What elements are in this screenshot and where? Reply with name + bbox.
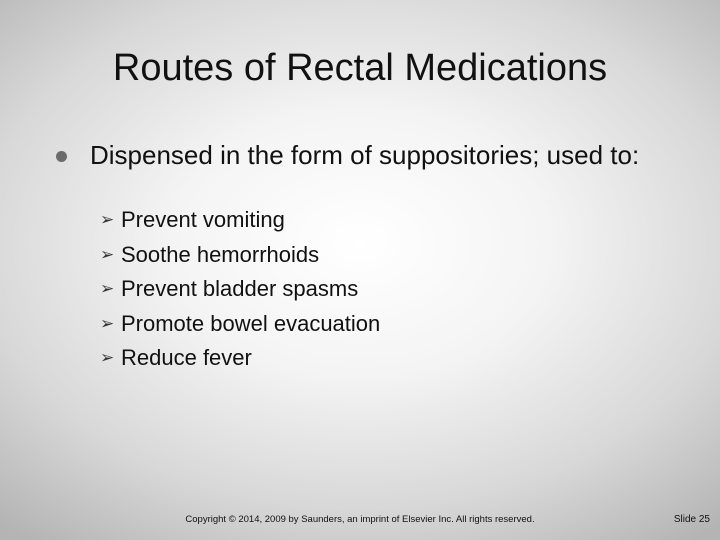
sub-bullet-text: Promote bowel evacuation [121, 310, 381, 336]
arrow-bullet-icon: ➢ [100, 313, 115, 333]
slide-number: Slide 25 [673, 514, 710, 525]
sub-bullet-text: Soothe hemorrhoids [121, 241, 320, 267]
slide-title: Routes of Rectal Medications [112, 47, 608, 89]
sub-bullet-text: Prevent bladder spasms [121, 276, 359, 301]
bullet-dot-icon [56, 151, 67, 162]
footer-copyright: Copyright © 2014, 2009 by Saunders, an imprint of Elsevier Inc. All rights reserved. [185, 514, 535, 525]
arrow-bullet-icon: ➢ [100, 244, 115, 264]
arrow-bullet-icon: ➢ [100, 348, 115, 367]
arrow-bullet-icon: ➢ [100, 279, 115, 298]
sub-bullet-text: Reduce fever [121, 345, 252, 370]
main-bullet-text: Dispensed in the form of suppositories; used to: [90, 140, 640, 170]
sub-bullet-text: Prevent vomiting [121, 207, 285, 232]
arrow-bullet-icon: ➢ [100, 210, 115, 229]
